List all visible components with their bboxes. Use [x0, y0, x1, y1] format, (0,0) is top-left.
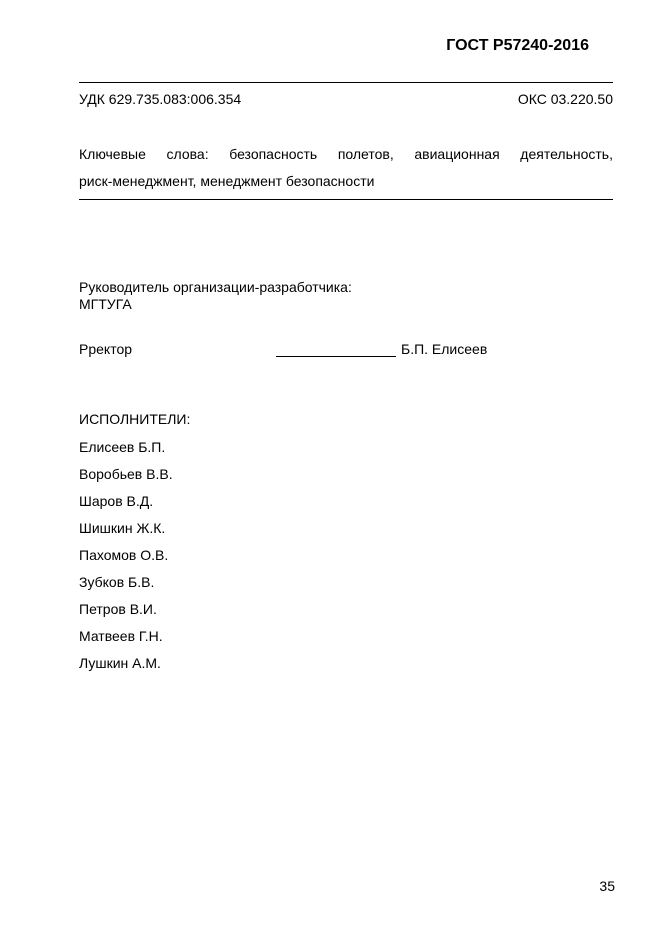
executor-name: Шаров В.Д.	[79, 493, 154, 509]
keywords-paragraph	[79, 141, 613, 195]
top-divider	[79, 82, 613, 83]
keywords-line-1: Ключевые слова: безопасность полетов, авиационная деятельность,	[79, 146, 613, 162]
rector-name: Б.П. Елисеев	[401, 341, 488, 357]
executor-name: Матвеев Г.Н.	[79, 628, 163, 644]
executors-title: ИСПОЛНИТЕЛИ:	[79, 411, 191, 427]
standard-designation: ГОСТ Р57240-2016	[446, 37, 589, 54]
keywords-line-2: риск-менеджмент, менеджмент безопасности	[79, 173, 375, 189]
developer-heading: Руководитель организации-разработчика:	[79, 279, 352, 295]
page-number: 35	[599, 878, 615, 894]
developer-organization: МГТУГА	[79, 296, 132, 312]
signature-line	[276, 356, 396, 357]
executor-name: Зубков Б.В.	[79, 574, 155, 590]
executor-name: Елисеев Б.П.	[79, 439, 166, 455]
bottom-divider	[79, 199, 613, 200]
executor-name: Шишкин Ж.К.	[79, 520, 166, 536]
executor-name: Пахомов О.В.	[79, 547, 169, 563]
rector-position: Рректор	[79, 341, 133, 357]
oks-code: ОКС 03.220.50	[517, 91, 613, 107]
executor-name: Воробьев В.В.	[79, 466, 173, 482]
executor-name: Лушкин А.М.	[79, 655, 161, 671]
executors-list	[79, 438, 173, 681]
executor-name: Петров В.И.	[79, 601, 157, 617]
udk-code: УДК 629.735.083:006.354	[79, 91, 242, 107]
